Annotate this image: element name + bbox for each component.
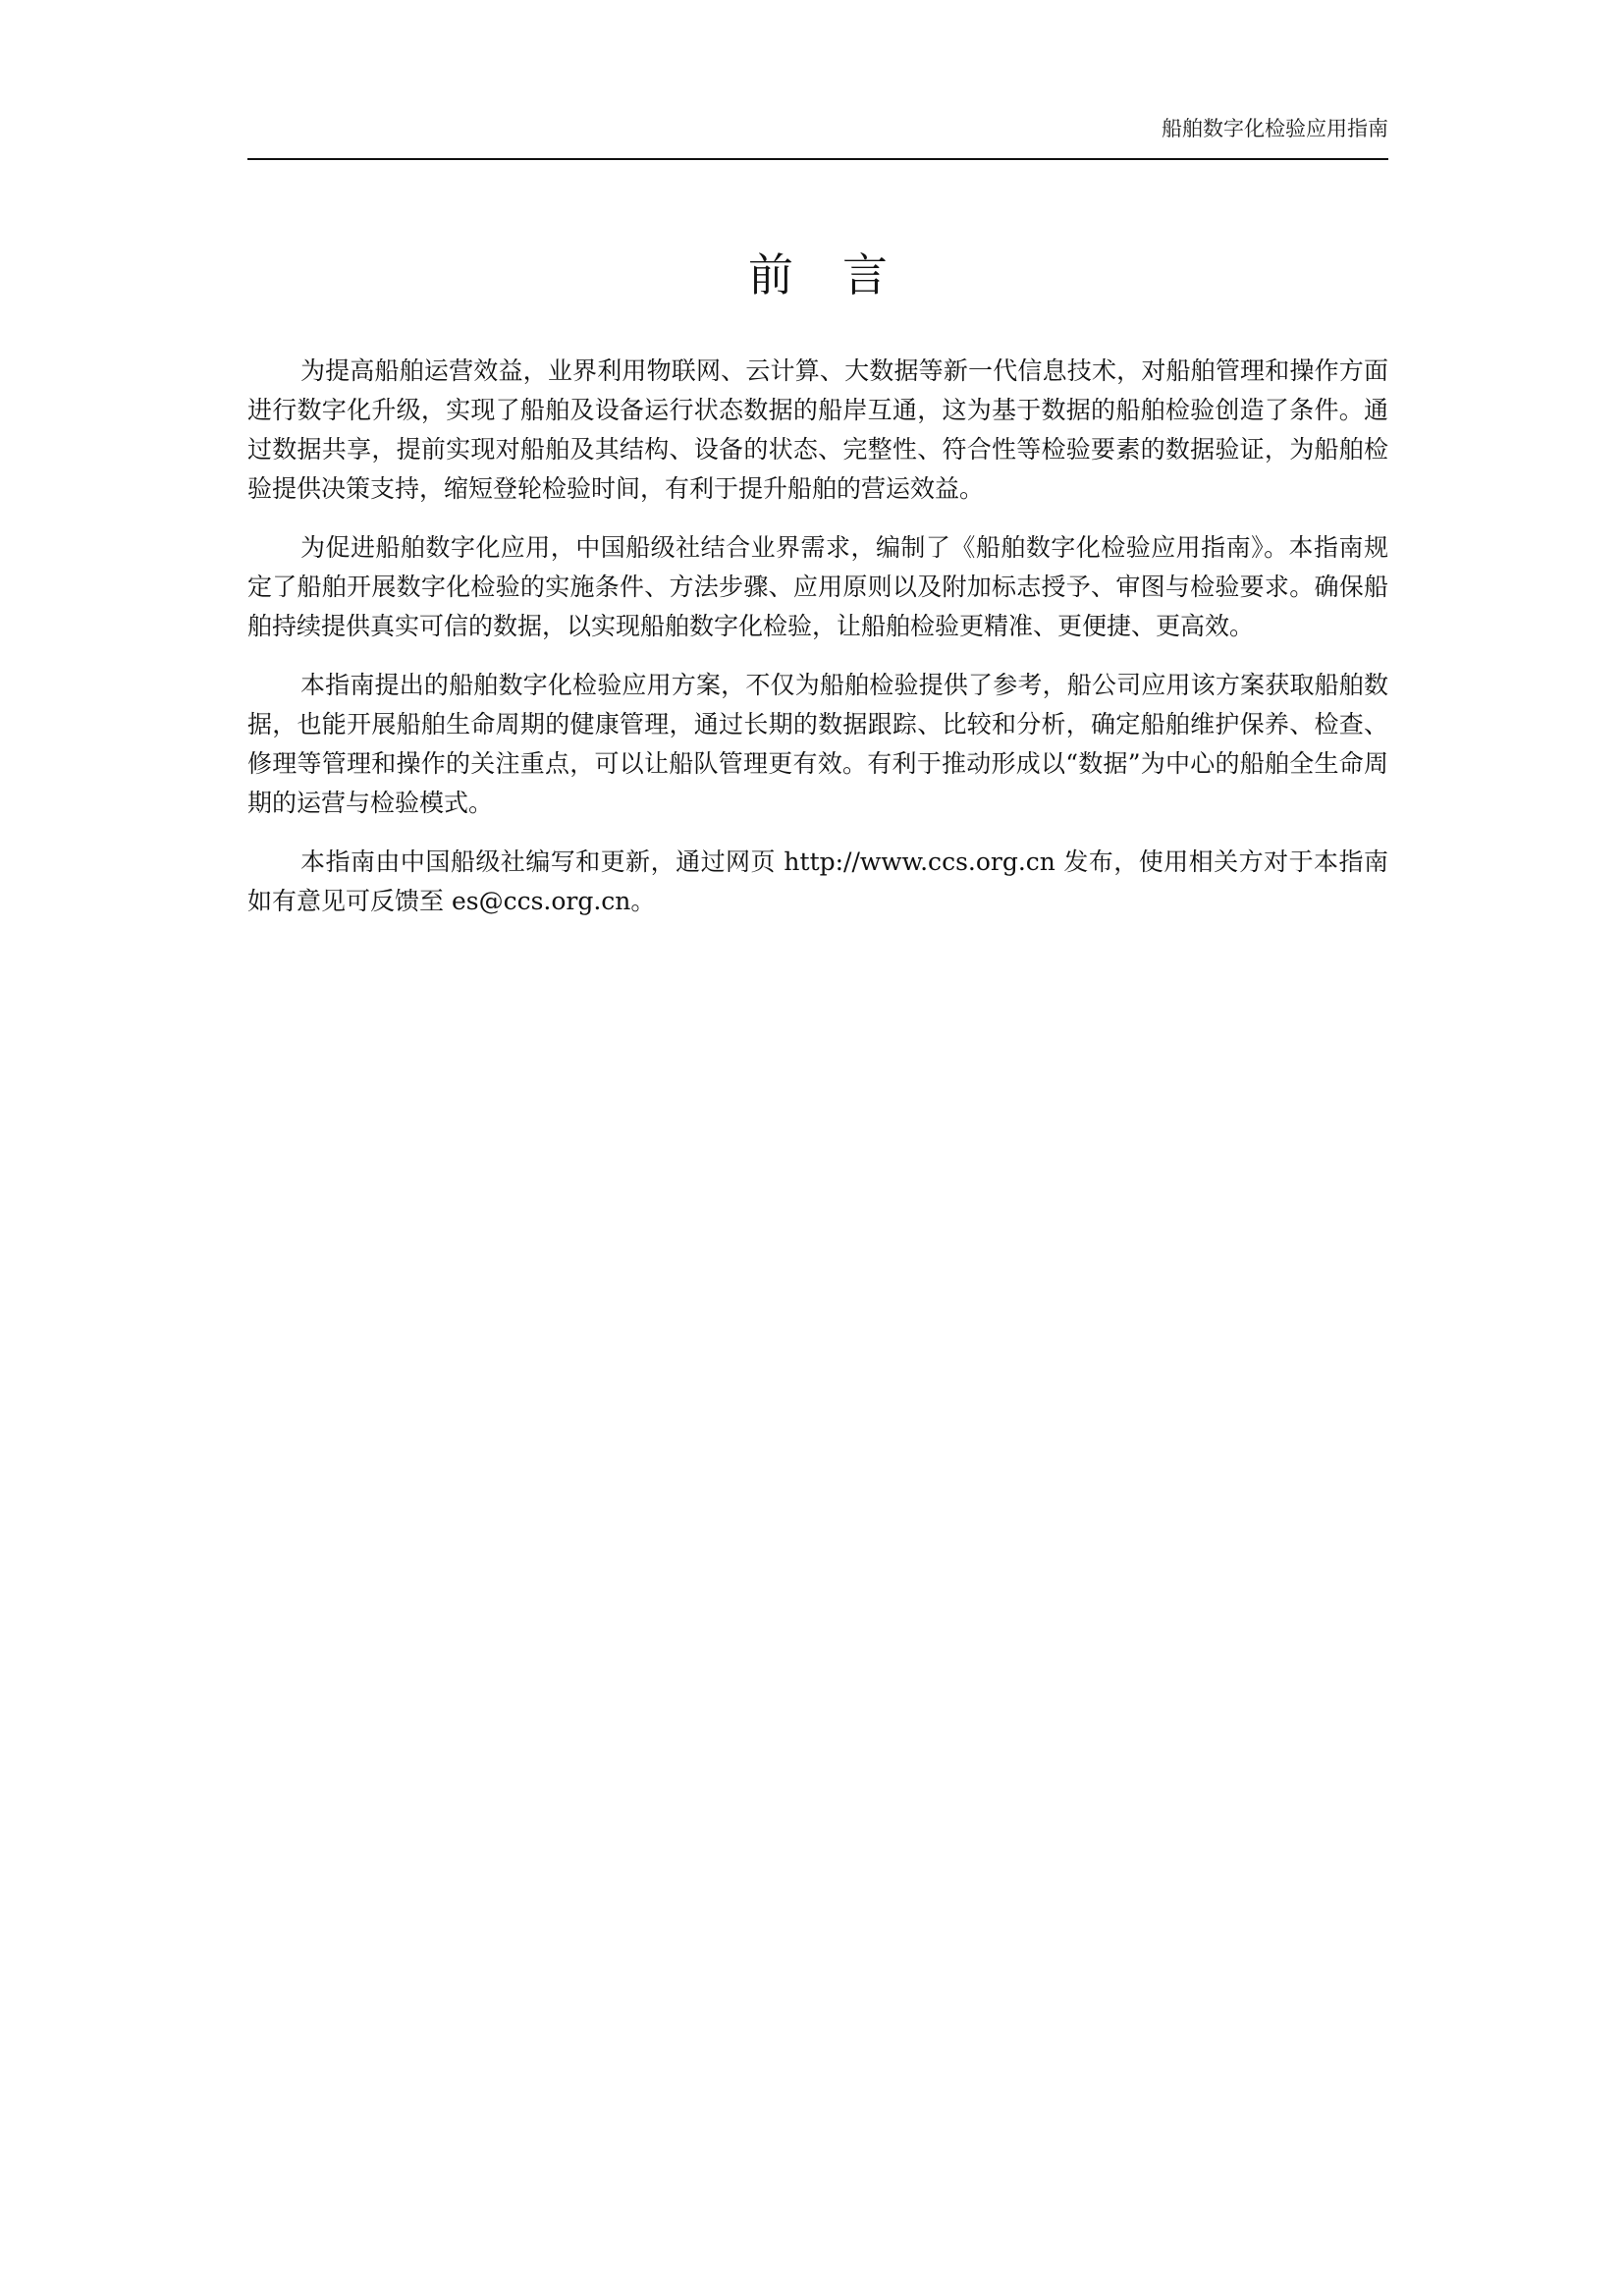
body-text <box>247 352 1388 941</box>
header-rule <box>247 158 1388 160</box>
paragraph-3: 本指南提出的船舶数字化检验应用方案，不仅为船舶检验提供了参考，船公司应用该方案获取船舶数据，也能开展船舶生命周期的健康管理，通过长期的数据跟踪、比较和分析，确定船舶维护保养、检查、修理等管理和操作的关注重点，可以让船队管理更有效。有利于推动形成以“数据”为中心的船舶全生命周期的运营与检验模式。 <box>247 671 1388 817</box>
paragraph-2: 为促进船舶数字化应用，中国船级社结合业界需求，编制了《船舶数字化检验应用指南》。本指南规定了船舶开展数字化检验的实施条件、方法步骤、应用原则以及附加标志授予、审图与检验要求。确保船舶持续提供真实可信的数据，以实现船舶数字化检验，让船舶检验更精准、更便捷、更高效。 <box>247 533 1388 640</box>
running-header: 船舶数字化检验应用指南 <box>1162 117 1388 140</box>
paragraph-1: 为提高船舶运营效益，业界利用物联网、云计算、大数据等新一代信息技术，对船舶管理和操作方面进行数字化升级，实现了船舶及设备运行状态数据的船岸互通，这为基于数据的船舶检验创造了条件。通过数据共享，提前实现对船舶及其结构、设备的状态、完整性、符合性等检验要素的数据验证，为船舶检验提供决策支持，缩短登轮检验时间，有利于提升船舶的营运效益。 <box>247 356 1388 503</box>
page-title: 前言 <box>748 248 937 301</box>
paragraph-4: 本指南由中国船级社编写和更新，通过网页 http://www.ccs.org.cn 发布，使用相关方对于本指南如有意见可反馈至 es@ccs.org.cn。 <box>247 847 1388 915</box>
